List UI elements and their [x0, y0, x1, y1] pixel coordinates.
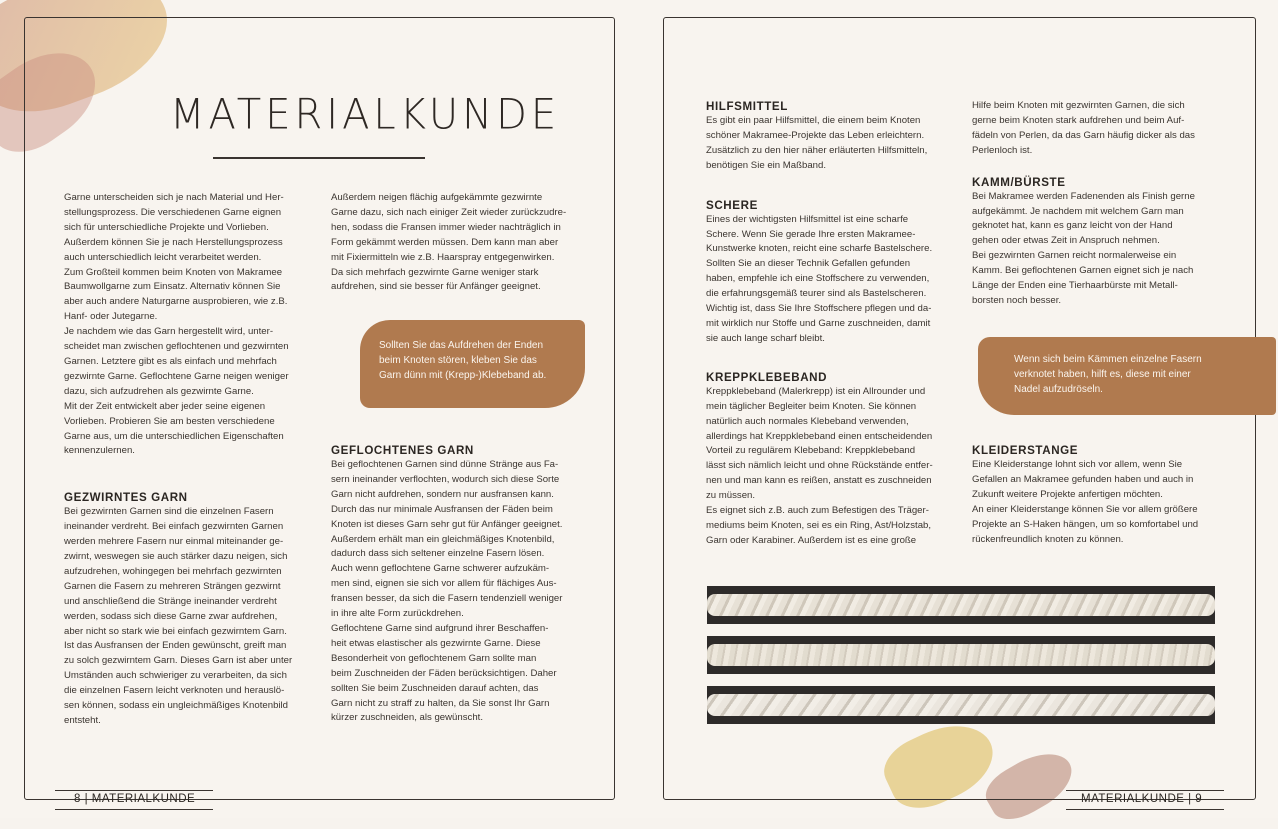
- column-2-text: [331, 191, 566, 295]
- text-line: ineinander verdreht. Bei einfach gezwirnten Garnen: [64, 521, 284, 533]
- text-line: stellungsprozess. Die verschiedenen Garne eignen: [64, 206, 282, 218]
- text-line: natürlich auch normales Klebeband verwenden,: [706, 415, 909, 427]
- text-line: lässt sich nämlich leicht und ohne Rückstände entfer-: [706, 460, 933, 472]
- hilfsmittel-text: [706, 114, 933, 174]
- text-line: hen, sodass die Fransen immer wieder nachträglich in: [331, 221, 561, 233]
- text-line: An einer Kleiderstange können Sie vor allem größere: [972, 503, 1198, 515]
- cord-photo-2: [707, 636, 1215, 674]
- text-line: gerne beim Knoten stark aufdrehen und beim Auf-: [972, 114, 1185, 126]
- tip-1-text: [379, 338, 546, 383]
- text-line: Baumwollgarne zum Einsatz. Alternativ können Sie: [64, 281, 281, 293]
- text-line: dazu, sich aufzudrehen als gezwirnte Garne.: [64, 385, 254, 397]
- text-line: mit Fixiermitteln wie z.B. Haarspray entgegenwirken.: [331, 251, 555, 263]
- text-line: beim Knoten stören, kleben Sie das: [379, 355, 537, 366]
- text-line: nen und man kann es reißen, anstatt es zuschneiden: [706, 475, 932, 487]
- text-line: Bei Makramee werden Fadenenden als Finish gerne: [972, 190, 1195, 202]
- title-underline: [213, 157, 425, 159]
- text-line: entsteht.: [64, 715, 101, 726]
- section-heading-kamm-buerste: KAMM/BÜRSTE: [972, 175, 1066, 189]
- text-line: Bei geflochtenen Garnen sind dünne Stränge aus Fa-: [331, 459, 559, 470]
- text-line: Zum Großteil kommen beim Knoten von Makramee: [64, 266, 283, 278]
- tip-box-1: [360, 320, 585, 408]
- text-line: Garne dazu, sich nach einiger Zeit wieder zurückzudre-: [331, 206, 567, 218]
- text-line: Besonderheit von geflochtenem Garn sollte man: [331, 652, 537, 664]
- tip-box-2: [978, 337, 1276, 415]
- text-line: fransen besser, da sich die Fasern tendenziell weniger: [331, 593, 563, 605]
- text-line: Gefallen an Makramee gefunden haben und auch in: [972, 473, 1194, 485]
- text-line: Garnen die Fasern zu mehreren Strängen gezwirnt: [64, 580, 281, 592]
- gezwirntes-garn-text: [64, 505, 292, 729]
- text-line: Eine Kleiderstange lohnt sich vor allem, wenn Sie: [972, 459, 1183, 470]
- cord-photo-1: [707, 586, 1215, 624]
- text-line: rückenfreundlich knoten zu können.: [972, 533, 1124, 545]
- text-line: Wenn sich beim Kämmen einzelne Fasern: [1014, 354, 1202, 365]
- text-line: Umständen auch schwieriger zu verarbeiten, da sich: [64, 670, 287, 682]
- text-line: Außerdem neigen flächig aufgekämmte gezwirnte: [331, 192, 543, 203]
- text-line: Wichtig ist, dass Sie Ihre Stoffschere pflegen und da-: [706, 303, 932, 315]
- section-heading-kleiderstange: KLEIDERSTANGE: [972, 444, 1079, 457]
- text-line: Sollten Sie das Aufdrehen der Enden: [379, 340, 544, 351]
- text-line: die einzelnen Fasern leicht verknoten und herauslö-: [64, 685, 285, 697]
- text-line: gezwirnte Garne. Geflochtene Garne neigen weniger: [64, 370, 289, 382]
- text-line: haben, empfehle ich eine Stoffschere zu verwenden,: [706, 273, 930, 285]
- text-line: geknotet hat, kann es ganz leicht von der Hand: [972, 220, 1173, 232]
- text-line: Zusätzlich zu den hier näher erläuterten Hilfsmitteln,: [706, 144, 928, 156]
- text-line: Kunstwerke knoten, reicht eine scharfe Bastelschere.: [706, 243, 933, 255]
- section-heading-geflochtenes-garn: GEFLOCHTENES GARN: [331, 444, 474, 457]
- text-line: kürzer zuschneiden, als gewünscht.: [331, 712, 483, 724]
- kleiderstange-text: [972, 458, 1198, 547]
- text-line: Außerdem können Sie je nach Herstellungsprozess: [64, 236, 283, 248]
- text-line: Garn nicht aufdrehen, sondern nur ausfransen kann.: [331, 488, 554, 500]
- text-line: aber auch andere Naturgarne ausprobieren, wie z.B.: [64, 296, 288, 308]
- text-line: fädeln von Perlen, da das Garn häufig dicker als das: [972, 129, 1195, 141]
- text-line: Bei gezwirnten Garnen reicht normalerweise ein: [972, 250, 1177, 262]
- text-line: werden, sodass sich diese Garne zwar aufdrehen,: [64, 610, 278, 622]
- text-line: Eines der wichtigsten Hilfsmittel ist eine scharfe: [706, 213, 909, 225]
- text-line: sich für unterschiedliche Projekte und Vorlieben.: [64, 221, 269, 233]
- text-line: Schere. Wenn Sie gerade Ihre ersten Makramee-: [706, 228, 916, 240]
- text-line: Garne unterscheiden sich je nach Material und Her-: [64, 192, 284, 203]
- text-line: Zukunft weitere Projekte anfertigen möchten.: [972, 488, 1163, 500]
- text-line: Es gibt ein paar Hilfsmittel, die einem beim Knoten: [706, 115, 921, 126]
- kreppklebeband-text: [706, 385, 933, 549]
- text-line: aufdrehen, sind sie besser für Anfänger geeignet.: [331, 281, 541, 293]
- text-line: borsten noch besser.: [972, 294, 1062, 306]
- text-line: mein täglicher Begleiter beim Knoten. Sie können: [706, 400, 917, 412]
- text-line: mediums beim Knoten, sei es ein Ring, Ast/Holzstab,: [706, 519, 932, 531]
- text-line: und anschließend die Stränge ineinander verdreht: [64, 595, 277, 607]
- section-heading-hilfsmittel: HILFSMITTEL: [706, 100, 788, 113]
- text-line: Außerdem erhält man ein gleichmäßiges Knotenbild,: [331, 533, 555, 545]
- page-title: MATERIALKUNDE: [170, 90, 561, 140]
- text-line: Auch wenn geflochtene Garne schwerer aufzukäm-: [331, 563, 550, 575]
- text-line: Kreppklebeband (Malerkrepp) ist ein Allrounder und: [706, 385, 926, 397]
- text-line: scheidet man zwischen geflochtenen und gezwirnten: [64, 341, 289, 353]
- text-line: Perlenloch ist.: [972, 144, 1033, 156]
- text-line: zu solch gezwirntem Garn. Dieses Garn ist aber unter: [64, 655, 293, 667]
- text-line: Nadel aufzudröseln.: [1014, 384, 1103, 395]
- text-line: Garnen. Letztere gibt es als einfach und mehrfach: [64, 355, 277, 367]
- text-line: Länge der Enden eine Tierhaarbürste mit Metall-: [972, 280, 1178, 292]
- intro-text: [64, 191, 292, 459]
- text-line: Hanf- oder Jutegarne.: [64, 311, 158, 323]
- text-line: auch unterschiedlich leicht verarbeitet werden.: [64, 251, 262, 263]
- text-line: benötigen Sie ein Maßband.: [706, 159, 827, 171]
- right-column-2b: [972, 443, 1198, 547]
- text-line: Je nachdem wie das Garn hergestellt wird, unter-: [64, 326, 274, 338]
- left-column-2b: [331, 443, 562, 726]
- text-line: sollten Sie beim Zuschneiden darauf achten, das: [331, 682, 539, 694]
- column-2-right-text: [972, 99, 1195, 159]
- text-line: heit etwas elastischer als gezwirnte Garne. Diese: [331, 637, 541, 649]
- section-heading-schere: SCHERE: [706, 198, 758, 212]
- text-line: Ist das Ausfransen der Enden gewünscht, greift man: [64, 640, 287, 652]
- text-line: Mit der Zeit entwickelt aber jeder seine eigenen: [64, 400, 266, 412]
- kamm-text: [972, 190, 1195, 309]
- cord-photo-3: [707, 686, 1215, 724]
- text-line: Garne aus, um die unterschiedlichen Eigenschaften: [64, 430, 284, 442]
- text-line: verknotet haben, hilft es, diese mit einer: [1014, 369, 1191, 380]
- text-line: Es eignet sich z.B. auch zum Befestigen des Träger-: [706, 505, 929, 517]
- text-line: Vorlieben. Probieren Sie am besten verschiedene: [64, 415, 275, 427]
- footer-right: MATERIALKUNDE | 9: [1081, 793, 1203, 805]
- text-line: die erfahrungsgemäß teurer sind als Bastelscheren.: [706, 288, 927, 300]
- text-line: Projekte an S-Haken hängen, um so komfortabel und: [972, 518, 1199, 530]
- text-line: Knoten ist dieses Garn sehr gut für Anfänger geeignet.: [331, 518, 563, 530]
- text-line: zu müssen.: [706, 490, 756, 502]
- footer-left: 8 | MATERIALKUNDE: [74, 793, 196, 805]
- text-line: Da sich mehrfach gezwirnte Garne weniger stark: [331, 266, 539, 278]
- text-line: kennenzulernen.: [64, 445, 135, 457]
- text-line: Sollten Sie an dieser Technik Gefallen gefunden: [706, 258, 911, 270]
- text-line: sern ineinander verflochten, wodurch sich diese Sorte: [331, 473, 560, 485]
- text-line: Hilfe beim Knoten mit gezwirnten Garnen, die sich: [972, 100, 1185, 111]
- right-column-1: [706, 99, 933, 549]
- text-line: in ihre alte Form zurückdrehen.: [331, 608, 464, 620]
- text-line: sie auch lange scharf bleibt.: [706, 332, 825, 344]
- text-line: Geflochtene Garne sind aufgrund ihrer Beschaffen-: [331, 622, 549, 634]
- text-line: Bei gezwirnten Garnen sind die einzelnen Fasern: [64, 506, 274, 518]
- text-line: schöner Makramee-Projekte das Leben erleichtern.: [706, 129, 925, 141]
- text-line: Garn nicht zu straff zu halten, da Sie sonst Ihr Garn: [331, 697, 550, 709]
- text-line: aber nicht so stark wie bei einfach gezwirntem Garn.: [64, 625, 287, 637]
- text-line: sen können, sodass ein ungleichmäßiges Knotenbild: [64, 700, 289, 712]
- schere-text: [706, 213, 933, 347]
- text-line: dadurch dass sich seltener einzelne Fasern lösen.: [331, 548, 545, 560]
- text-line: mit wirklich nur Stoffe und Garne zuschneiden, damit: [706, 317, 931, 329]
- text-line: werden mehrere Fasern nur einmal miteinander ge-: [64, 536, 284, 548]
- tip-2-text: [1014, 352, 1202, 397]
- text-line: Garn dünn mit (Krepp-)Klebeband ab.: [379, 370, 547, 381]
- geflochtenes-garn-text: [331, 458, 562, 726]
- text-line: Durch das nur minimale Ausfransen der Fäden beim: [331, 503, 553, 515]
- left-column-2: [331, 191, 566, 295]
- text-line: Form gekämmt werden müssen. Dem kann man aber: [331, 236, 559, 248]
- text-line: men sind, eignen sie sich vor allem für flächiges Aus-: [331, 578, 557, 590]
- section-heading-gezwirntes-garn: GEZWIRNTES GARN: [64, 491, 188, 505]
- text-line: Vorteil zu regulärem Klebeband: Kreppklebeband: [706, 445, 916, 457]
- text-line: zwirnt, weswegen sie auch stärker dazu neigen, sich: [64, 551, 288, 563]
- right-column-2: [972, 99, 1195, 309]
- text-line: Garn oder Karabiner. Außerdem ist es eine große: [706, 534, 917, 546]
- left-column-1: [64, 191, 292, 729]
- text-line: gehen oder etwas Zeit in Anspruch nehmen.: [972, 235, 1160, 247]
- text-line: aufgekämmt. Je nachdem mit welchem Garn man: [972, 205, 1184, 217]
- text-line: beim Zuschneiden der Fäden berücksichtigen. Daher: [331, 667, 557, 679]
- section-heading-kreppklebeband: KREPPKLEBEBAND: [706, 370, 828, 384]
- text-line: allerdings hat Kreppklebeband einen entscheidenden: [706, 430, 933, 442]
- text-line: aufzudrehen, wohingegen bei mehrfach gezwirnten: [64, 565, 282, 577]
- text-line: Kamm. Bei geflochtenen Garnen eignet sich je nach: [972, 265, 1194, 277]
